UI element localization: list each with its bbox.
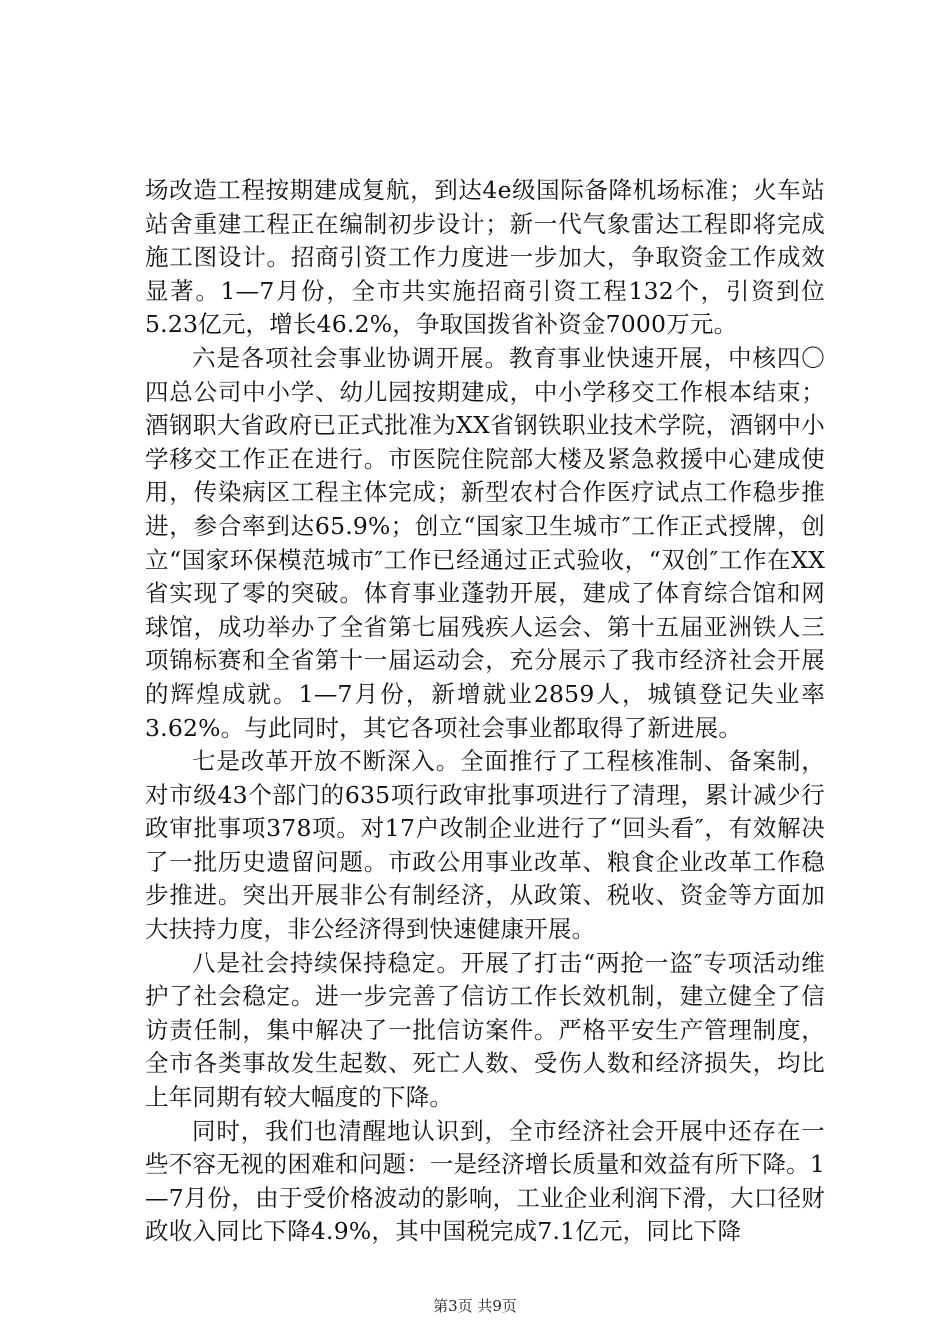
document-body xyxy=(145,174,825,1249)
paragraph-reform-opening: 七是改革开放不断深入。全面推行了工程核准制、备案制，对市级43个部门的635项行政审批事项进行了清理，累计减少行政审批事项378项。对17户改制企业进行了“回头看″，有效解决了一批历史遗留问题。市政公用事业改革、粮食企业改革工作稳步推进。突出开展非公有制经济，从政策、税收、资金等方面加大扶持力度，非公经济得到快速健康开展。 xyxy=(145,747,825,944)
paragraph-social-affairs: 六是各项社会事业协调开展。教育事业快速开展，中核四〇四总公司中小学、幼儿园按期建成，中小学移交工作根本结束；酒钢职大省政府已正式批准为XX省钢铁职业技术学院，酒钢中小学移交工作正在进行。市医院住院部大楼及紧急救援中心建成使用，传染病区工程主体完成；新型农村合作医疗试点工作稳步推进，参合率到达65.9%；创立“国家卫生城市″工作正式授牌，创立“国家环保模范城市″工作已经通过正式验收，“双创″工作在XX省实现了零的突破。体育事业蓬勃开展，建成了体育综合馆和网球馆，成功举办了全省第七届残疾人运会、第十五届亚洲铁人三项锦标赛和全省第十一届运动会，充分展示了我市经济社会开展的辉煌成就。1—7月份，新增就业2859人，城镇登记失业率3.62%。与此同时，其它各项社会事业都取得了新进展。 xyxy=(145,343,825,742)
page-number-footer: 第3页 共9页 xyxy=(433,1297,517,1315)
paragraph-social-stability: 八是社会持续保持稳定。开展了打击“两抢一盗″专项活动维护了社会稳定。进一步完善了信访工作长效机制，建立健全了信访责任制，集中解决了一批信访案件。严格平安生产管理制度，全市各类事故发生起数、死亡人数、受伤人数和经济损失，均比上年同期有较大幅度的下降。 xyxy=(145,948,825,1112)
paragraph-problems: 同时，我们也清醒地认识到，全市经济社会开展中还存在一些不容无视的困难和问题：一是经济增长质量和效益有所下降。1—7月份，由于受价格波动的影响，工业企业利润下滑，大口径财政收入同比下降4.9%，其中国税完成7.1亿元，同比下降 xyxy=(145,1116,825,1246)
paragraph-airport-investment: 场改造工程按期建成复航，到达4e级国际备降机场标准；火车站站舍重建工程正在编制初步设计；新一代气象雷达工程即将完成施工图设计。招商引资工作力度进一步加大，争取资金工作成效显著。1—7月份，全市共实施招商引资工程132个，引资到位5.23亿元，增长46.2%，争取国拨省补资金7000万元。 xyxy=(145,176,825,339)
